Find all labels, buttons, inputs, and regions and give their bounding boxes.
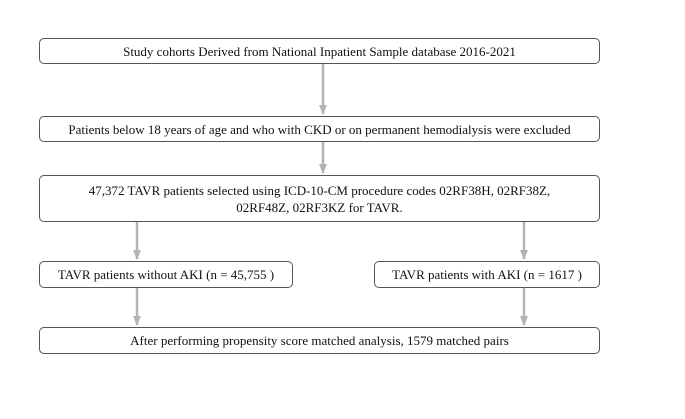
exclusion-box (39, 116, 600, 142)
with-aki-text: TAVR patients with AKI (n = 1617 ) (392, 267, 582, 282)
with-aki-box (374, 261, 600, 288)
without-aki-box (39, 261, 293, 288)
cohort-text: Study cohorts Derived from National Inpatient Sample database 2016-2021 (123, 43, 516, 59)
selected-text-line1: 47,372 TAVR patients selected using ICD-10-CM procedure codes 02RF38H, 02RF38Z, (88, 182, 551, 198)
matched-text: After performing propensity score matched analysis, 1579 matched pairs (130, 333, 509, 348)
exclusion-text: Patients below 18 years of age and who with CKD or on permanent hemodialysis were excluded (68, 121, 571, 137)
selected-box (39, 175, 600, 222)
cohort-box (39, 38, 600, 64)
without-aki-text: TAVR patients without AKI (n = 45,755 ) (57, 267, 275, 282)
matched-box (39, 327, 600, 354)
selected-text-line2: 02RF48Z, 02RF3KZ for TAVR. (236, 199, 403, 215)
